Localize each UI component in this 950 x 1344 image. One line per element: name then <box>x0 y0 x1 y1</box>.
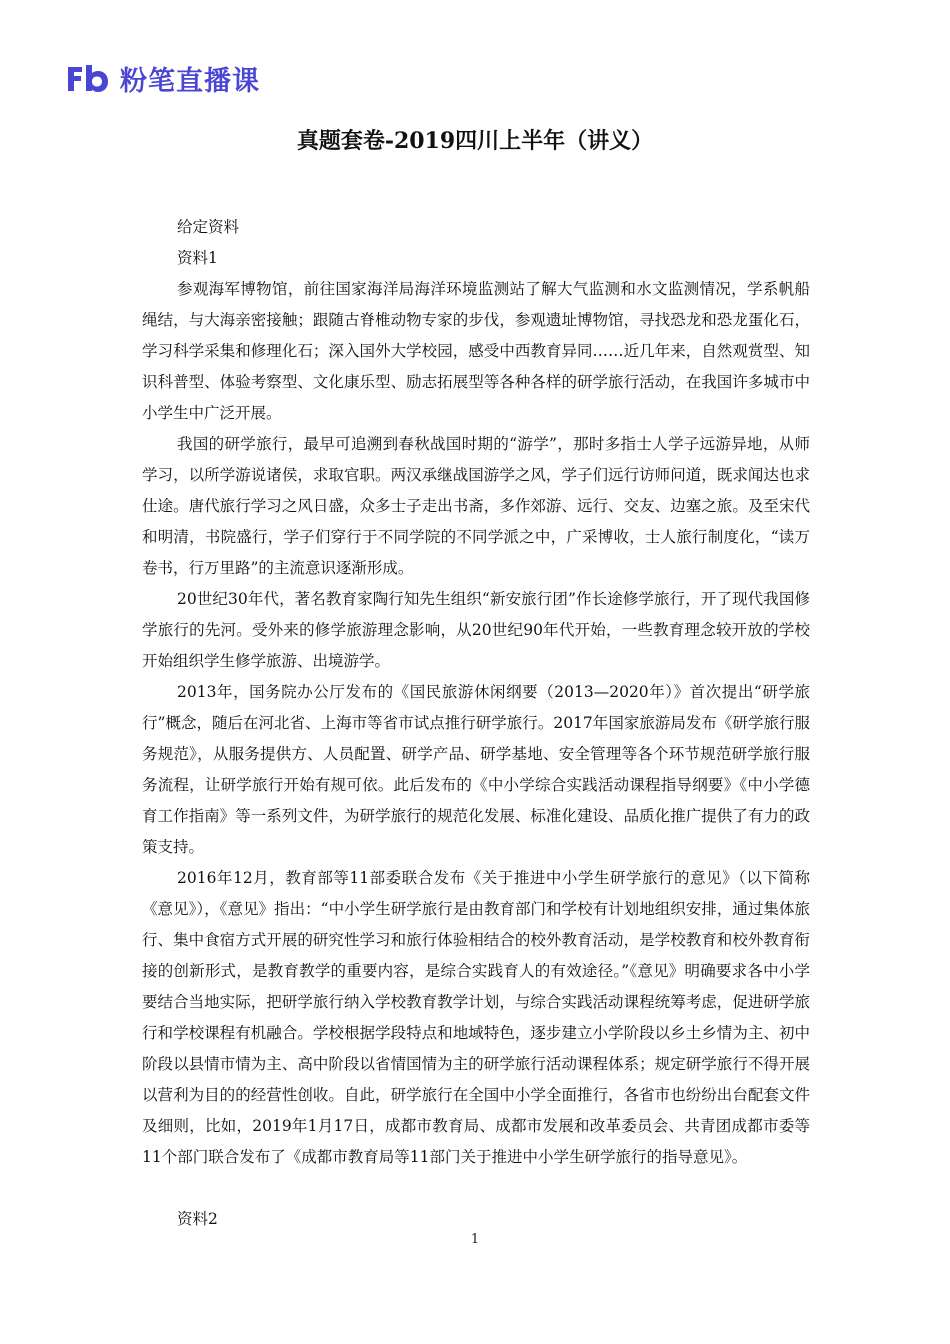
paragraph: 2013年，国务院办公厅发布的《国民旅游休闲纲要（2013—2020年）》首次提出“研学旅行”概念，随后在河北省、上海市等省市试点推行研学旅行。2017年国家旅游局发布《研学旅行服务规范》，从服务提供方、人员配置、研学产品、研学基地、安全管理等各个环节规范研学旅行服务流程，让研学旅行开始有规可依。此后发布的《中小学综合实践活动课程指导纲要》《中小学德育工作指南》等一系列文件，为研学旅行的规范化发展、标准化建设、品质化推广提供了有力的政策支持。 <box>142 683 810 856</box>
paragraph: 参观海军博物馆，前往国家海洋局海洋环境监测站了解大气监测和水文监测情况，学系帆船绳结，与大海亲密接触；跟随古脊椎动物专家的步伐，参观遗址博物馆，寻找恐龙和恐龙蛋化石，学习科学采集和修理化石；深入国外大学校园，感受中西教育异同……近几年来，自然观赏型、知识科普型、体验考察型、文化康乐型、励志拓展型等各种各样的研学旅行活动，在我国许多城市中小学生中广泛开展。 <box>142 280 810 422</box>
paragraph: 20世纪30年代，著名教育家陶行知先生组织“新安旅行团”作长途修学旅行，开了现代我国修学旅行的先河。受外来的修学旅游理念影响，从20世纪90年代开始，一些教育理念较开放的学校开始组织学生修学旅游、出境游学。 <box>142 590 810 670</box>
brand-logo <box>66 60 260 96</box>
paragraph: 我国的研学旅行，最早可追溯到春秋战国时期的“游学”，那时多指士人学子远游异地，从师学习，以所学游说诸侯，求取官职。两汉承继战国游学之风，学子们远行访师问道，既求闻达也求仕途。唐代旅行学习之风日盛，众多士子走出书斋，多作郊游、远行、交友、边塞之旅。及至宋代和明清，书院盛行，学子们穿行于不同学院的不同学派之中，广采博收，士人旅行制度化，“读万卷书，行万里路”的主流意识逐渐形成。 <box>142 435 810 577</box>
document-body <box>142 212 810 1235</box>
material-2-label: 资料2 <box>177 1210 218 1228</box>
brand-name: 粉笔直播课 <box>120 65 260 97</box>
paragraph: 2016年12月，教育部等11部委联合发布《关于推进中小学生研学旅行的意见》（以下简称《意见》），《意见》指出：“中小学生研学旅行是由教育部门和学校有计划地组织安排，通过集体旅行、集中食宿方式开展的研究性学习和旅行体验相结合的校外教育活动，是学校教育和校外教育衔接的创新形式，是教育教学的重要内容，是综合实践育人的有效途径。”《意见》明确要求各中小学要结合当地实际，把研学旅行纳入学校教育教学计划，与综合实践活动课程统筹考虑，促进研学旅行和学校课程有机融合。学校根据学段特点和地域特色，逐步建立小学阶段以乡土乡情为主、初中阶段以县情市情为主、高中阶段以省情国情为主的研学旅行活动课程体系；规定研学旅行不得开展以营利为目的的经营性创收。自此，研学旅行在全国中小学全面推行，各省市也纷纷出台配套文件及细则，比如，2019年1月17日，成都市教育局、成都市发展和改革委员会、共青团成都市委等11个部门联合发布了《成都市教育局等11部门关于推进中小学生研学旅行的指导意见》。 <box>142 869 810 1166</box>
page-number: 1 <box>470 1232 480 1247</box>
fb-logo-icon <box>66 63 110 93</box>
document-title: 真题套卷-2019四川上半年（讲义） <box>296 128 654 154</box>
material-1-label: 资料1 <box>177 249 218 267</box>
section-label: 给定资料 <box>177 218 240 236</box>
